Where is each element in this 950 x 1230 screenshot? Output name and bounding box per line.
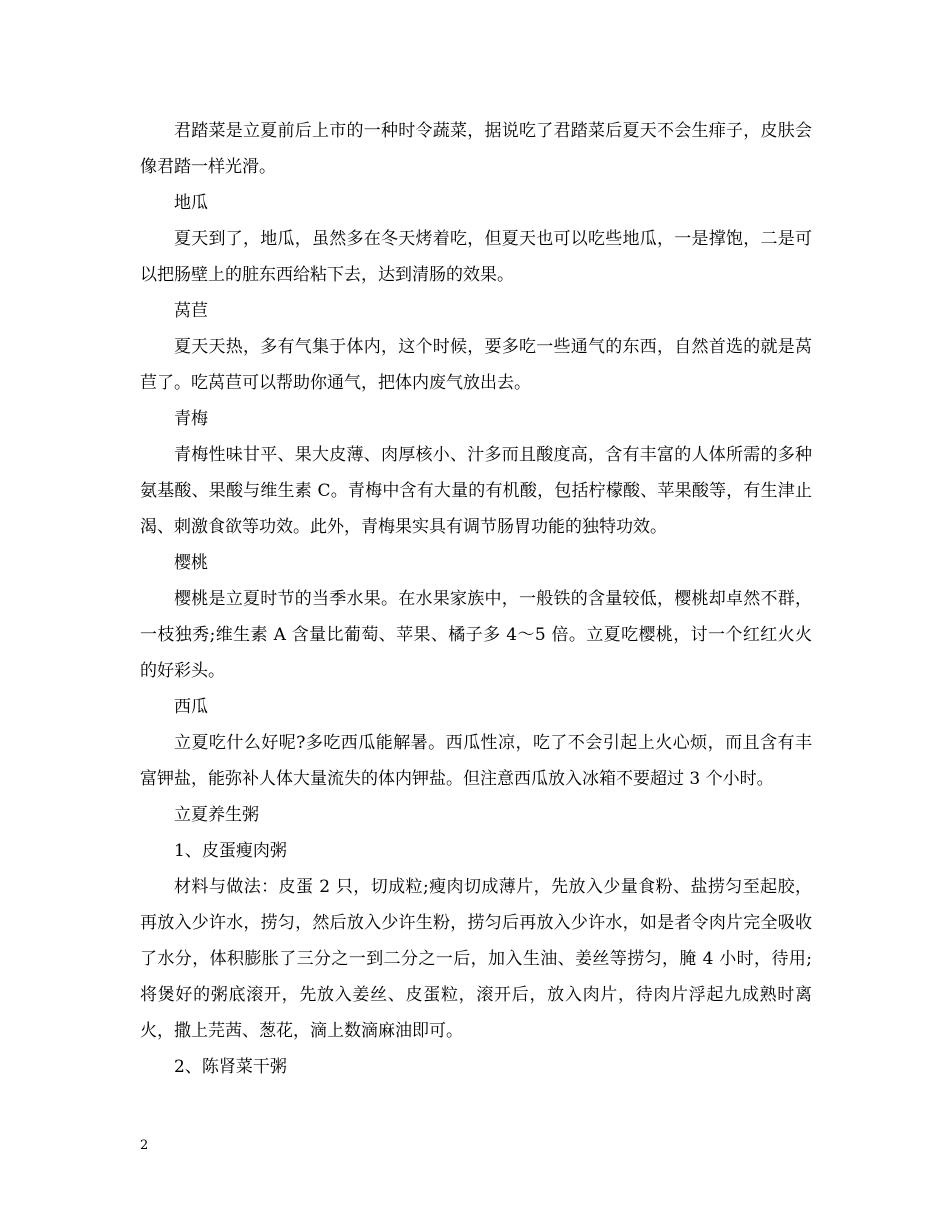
heading-yingtao: 樱桃 [174,553,208,573]
paragraph-junta-cai: 君踏菜是立夏前后上市的一种时令蔬菜，据说吃了君踏菜后夏天不会生痱子，皮肤会像君踏一样光滑。 [140,121,812,177]
paragraph-yingtao: 樱桃是立夏时节的当季水果。在水果家族中，一般铁的含量较低，樱桃却卓然不群，一枝独秀;维生素 A 含量比葡萄、苹果、橘子多 4～5 倍。立夏吃樱桃，讨一个红红火火的好彩头。 [140,589,812,681]
paragraph-xigua: 立夏吃什么好呢?多吃西瓜能解暑。西瓜性凉，吃了不会引起上火心烦，而且含有丰富钾盐，能弥补人体大量流失的体内钾盐。但注意西瓜放入冰箱不要超过 3 个小时。 [140,733,812,789]
heading-pidan-porridge: 1、皮蛋瘦肉粥 [174,841,287,861]
paragraph-qingmei: 青梅性味甘平、果大皮薄、肉厚核小、汁多而且酸度高，含有丰富的人体所需的多种氨基酸、果酸与维生素 C。青梅中含有大量的有机酸，包括柠檬酸、苹果酸等，有生津止渴、刺激食欲等功效。此外，青梅果实具有调节肠胃功能的独特功效。 [140,445,812,537]
page-number: 2 [140,1138,149,1153]
heading-qingmei: 青梅 [174,409,208,429]
heading-woju: 莴苣 [174,301,208,321]
heading-chenshen-porridge: 2、陈肾菜干粥 [174,1057,287,1077]
paragraph-woju: 夏天天热，多有气集于体内，这个时候，要多吃一些通气的东西，自然首选的就是莴苣了。吃莴苣可以帮助你通气，把体内废气放出去。 [140,337,812,393]
heading-xigua: 西瓜 [174,697,208,717]
paragraph-pidan-method: 材料与做法：皮蛋 2 只，切成粒;瘦肉切成薄片，先放入少量食粉、盐捞匀至起胶，再放入少许水，捞匀，然后放入少许生粉，捞匀后再放入少许水，如是者令肉片完全吸收了水分，体积膨胀了三分之一到二分之一后，加入生油、姜丝等捞匀，腌 4 小时，待用;将煲好的粥底滚开，先放入姜丝、皮蛋粒，滚开后，放入肉片，待肉片浮起九成熟时离火，撒上芫茜、葱花，滴上数滴麻油即可。 [140,877,812,1041]
heading-digua: 地瓜 [174,193,208,213]
document-body [140,113,812,1085]
paragraph-digua: 夏天到了，地瓜，虽然多在冬天烤着吃，但夏天也可以吃些地瓜，一是撑饱，二是可以把肠壁上的脏东西给粘下去，达到清肠的效果。 [140,229,812,285]
heading-lixia-porridge: 立夏养生粥 [174,805,259,825]
